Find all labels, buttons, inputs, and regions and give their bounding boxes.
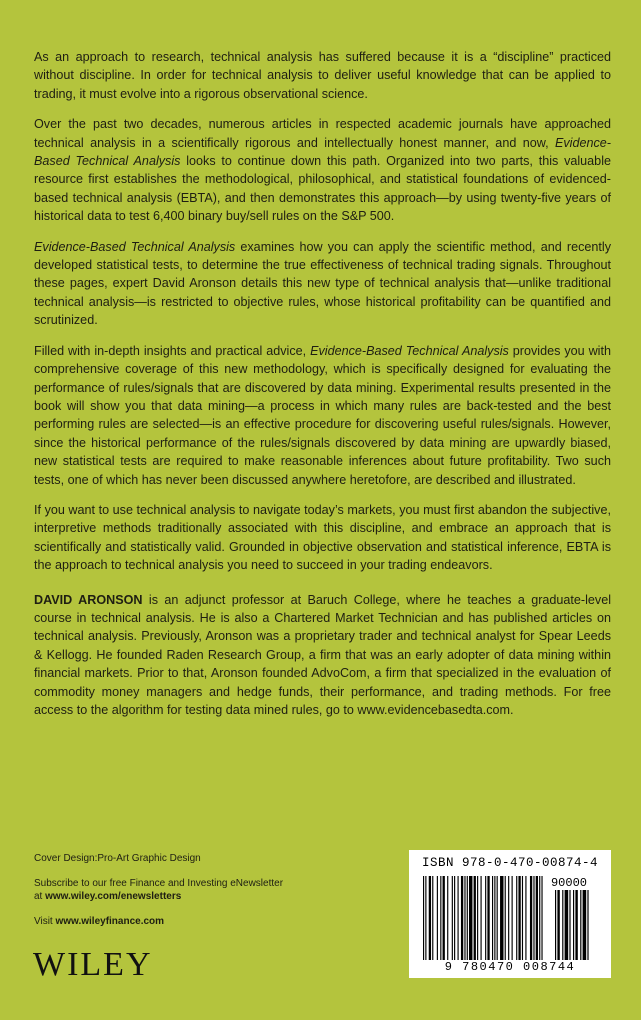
barcode-bar	[485, 876, 486, 960]
barcode-panel	[409, 850, 611, 978]
barcode-bar	[494, 876, 495, 960]
barcode-bar	[469, 876, 472, 960]
description-paragraph-5: If you want to use technical analysis to navigate today’s markets, you must first abandon the subjective, interpretive methods traditionally associated with this discipline, and embrace an approach that is scientifically and statistically valid. Grounded in objective observation and statistical inference, EBTA is the approach to technical analysis you need to succeed in your trading endeavors.	[34, 502, 611, 573]
barcode-bar	[500, 876, 503, 960]
barcode-bar	[530, 876, 532, 960]
barcode-bar	[555, 890, 556, 960]
barcode-bar	[464, 876, 465, 960]
barcode-bar	[452, 876, 453, 960]
description-paragraph-4-body: provides you with comprehensive coverage of this new methodology, which is specifically designed for evaluating the performance of rules/signals that are discovered by data mining. Experimental results presented in the book will show you that data mining—a process in which many rules are back-tested and the best performing rules are selected—is an effective procedure for discovering useful rules/signals. However, since the historical performance of the rules/signals discovered by data mining are upwardly biased, new statistical tests are required to make reasonable inferences about future profitability. Two such tests, one of which has never been discussed anywhere heretofore, are described and illustrated.	[34, 343, 611, 487]
barcode-bar	[454, 876, 455, 960]
barcode-bar	[533, 876, 534, 960]
price-addon-barcode	[555, 890, 599, 960]
description-paragraph-4	[34, 342, 611, 489]
barcode-bar	[443, 876, 445, 960]
barcode-bar	[541, 876, 542, 960]
barcode-bar	[423, 876, 424, 960]
description-paragraph-3-body: examines how you can apply the scientific method, and recently developed statistical tests, to determine the true effectiveness of technical trading signals. Throughout these pages, expert David Aronson details this new type of technical analysis that—unlike traditional technical analysis—is restricted to objective rules, whose historical profitability can be quantified and scrutinized.	[34, 239, 611, 328]
barcode-bar	[497, 876, 498, 960]
newsletter-link-line	[34, 890, 364, 903]
wiley-logo: WILEY	[33, 946, 153, 983]
author-bio-text: is an adjunct professor at Baruch College, where he teaches a graduate-level course in technical analysis. He is also a Chartered Market Technician and has published articles on technical analysis. Previously, Aronson was a proprietary trader and technical analyst for Spear Leeds & Kellogg. He founded Raden Research Group, a firm that was an early adopter of data mining within financial markets. Prior to that, Aronson founded AdvoCom, a firm that specialized in the evaluation of commodity money managers and hedge funds, their performance, and trading methods. For free access to the algorithm for testing data mined rules, go to www.evidencebasedta.com.	[34, 592, 612, 717]
ean-barcode	[423, 876, 551, 960]
description-paragraph-2-lead: Over the past two decades, numerous articles in respected academic journals have approached technical analysis in a scientifically rigorous and intellectually honest manner, and now,	[34, 117, 611, 150]
author-name: DAVID ARONSON	[34, 592, 143, 607]
isbn-label: ISBN 978-0-470-00874-4	[421, 856, 599, 870]
wiley-finance-link[interactable]: www.wileyfinance.com	[55, 916, 165, 927]
credits-block	[34, 852, 364, 928]
barcode-bar	[525, 876, 526, 960]
barcode-bar	[477, 876, 478, 960]
barcode-bar	[437, 876, 438, 960]
barcode-bar	[580, 890, 581, 960]
description-paragraph-1: As an approach to research, technical analysis has suffered because it is a “discipline” practiced without discipline. In order for technical analysis to deliver useful knowledge that can be applied to trading, it must evolve into a rigorous observational science.	[34, 50, 611, 101]
barcode-bar	[447, 876, 448, 960]
newsletter-line: Subscribe to our free Finance and Investing eNewsletter	[34, 878, 284, 889]
price-code: 90000	[550, 876, 587, 890]
barcode-bar	[505, 876, 506, 960]
barcode-bar	[518, 876, 520, 960]
barcode-bar	[557, 890, 559, 960]
description-paragraph-3	[34, 238, 611, 330]
newsletter-link[interactable]: www.wiley.com/enewsletters	[45, 891, 182, 902]
barcode-bar	[492, 876, 493, 960]
barcode-bar	[587, 890, 588, 960]
description-paragraph-2	[34, 115, 611, 225]
barcode-bar	[512, 876, 513, 960]
barcode-bar	[539, 876, 540, 960]
barcode-bar	[583, 890, 587, 960]
visit-line	[34, 915, 364, 928]
barcode-bar	[522, 876, 523, 960]
barcode-bar	[429, 876, 431, 960]
barcode-bar	[458, 876, 459, 960]
author-bio	[34, 591, 611, 720]
book-title-italic: Evidence-Based Technical Analysis	[34, 135, 611, 169]
barcode-bar	[467, 876, 468, 960]
cover-design-credit: Cover Design:Pro-Art Graphic Design	[34, 853, 201, 864]
barcode-bar	[565, 890, 569, 960]
barcode-bar	[536, 876, 538, 960]
description-paragraph-2-body: looks to continue down this path. Organized into two parts, this valuable resource first establishes the methodological, philosophical, and statistical foundations of evidenced-based technical analysis (EBTA), and then demonstrates this approach—by using twenty-five years of historical data to test 6,400 binary buy/sell rules on the S&P 500.	[34, 154, 611, 224]
barcode-bar	[432, 876, 433, 960]
barcode-bar	[516, 876, 517, 960]
barcode-bar	[569, 890, 570, 960]
newsletter-at: at	[34, 891, 46, 902]
description-paragraph-4-lead: Filled with in-depth insights and practical advice,	[34, 343, 311, 358]
barcode-bar	[562, 890, 563, 960]
barcode-bar	[461, 876, 463, 960]
barcode-bar	[487, 876, 489, 960]
barcode-bar	[481, 876, 482, 960]
barcode-bar	[425, 876, 426, 960]
barcode-bar	[575, 890, 577, 960]
visit-label: Visit	[34, 916, 56, 927]
barcode-bar	[573, 890, 574, 960]
back-cover-copy	[34, 48, 611, 731]
ean-digits: 9 780470 008744	[444, 960, 576, 974]
barcode-bar	[508, 876, 509, 960]
barcode-bar	[440, 876, 441, 960]
barcode-bar	[474, 876, 476, 960]
book-title-italic: Evidence-Based Technical Analysis	[310, 343, 509, 358]
book-title-italic: Evidence-Based Technical Analysis	[34, 239, 236, 254]
